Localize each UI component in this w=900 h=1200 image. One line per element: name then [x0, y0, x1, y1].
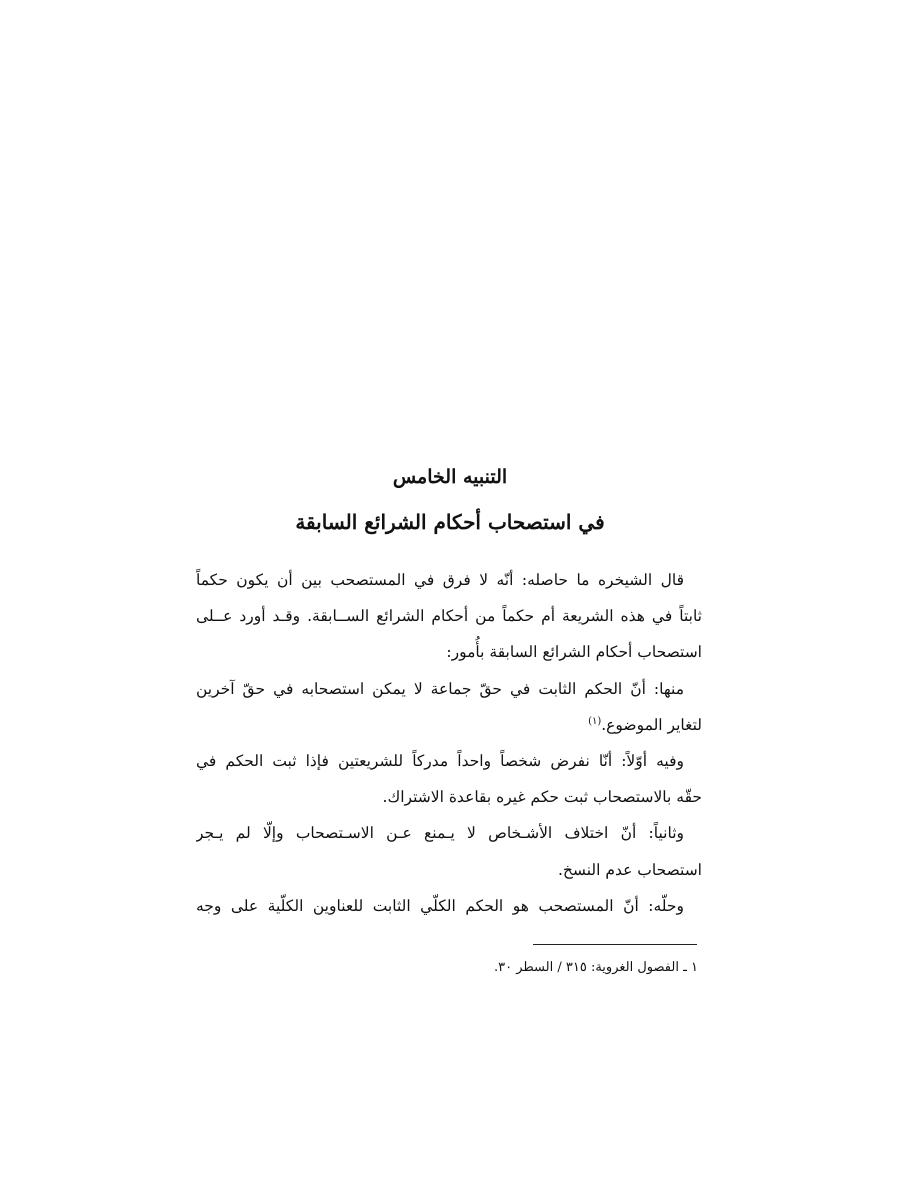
body-line-8: وثانياً: أنّ اختلاف الأشـخاص لا يـمنع عـن الاسـتصحاب وإلّا لم يـجر — [196, 824, 684, 843]
body-line-1: قال الشيخره ما حاصله: أنّه لا فرق في المستصحب بين أن يكون حكماً — [196, 571, 684, 589]
footnote-text: ١ ـ الفصول الغروية: ٣١٥ / السطر ٣٠. — [493, 960, 698, 975]
body-line-6: وفيه أوّلاً: أنّا نفرض شخصاً واحداً مدركاً للشريعتين فإذا ثبت الحكم في — [196, 751, 684, 770]
body-line-10: وحلّه: أنّ المستصحب هو الحكم الكلّي الثابت للعناوين الكلّية على وجه — [196, 896, 684, 915]
body-line-2: ثابتاً في هذه الشريعة أم حكماً من أحكام الشرائع الســابقة. وقـد أورد عــلى — [196, 607, 702, 626]
body-line-3: استصحاب أحكام الشرائع السابقة بأُمور: — [446, 643, 702, 662]
section-subheading: في استصحاب أحكام الشرائع السابقة — [295, 510, 605, 534]
body-line-4: منها: أنّ الحكم الثابت في حقّ جماعة لا يمكن استصحابه في حقّ آخرين — [196, 679, 684, 698]
body-line-5-text: لتغاير الموضوع. — [601, 715, 702, 734]
body-line-5 — [196, 707, 702, 743]
section-heading: التنبيه الخامس — [392, 466, 508, 488]
footnote-separator — [533, 944, 697, 945]
body-line-9: استصحاب عدم النسخ. — [557, 860, 702, 879]
footnote-reference[interactable]: (١) — [588, 715, 602, 727]
body-text — [196, 562, 702, 924]
body-line-7: حقّه بالاستصحاب ثبت حكم غيره بقاعدة الاشتراك. — [382, 788, 702, 807]
